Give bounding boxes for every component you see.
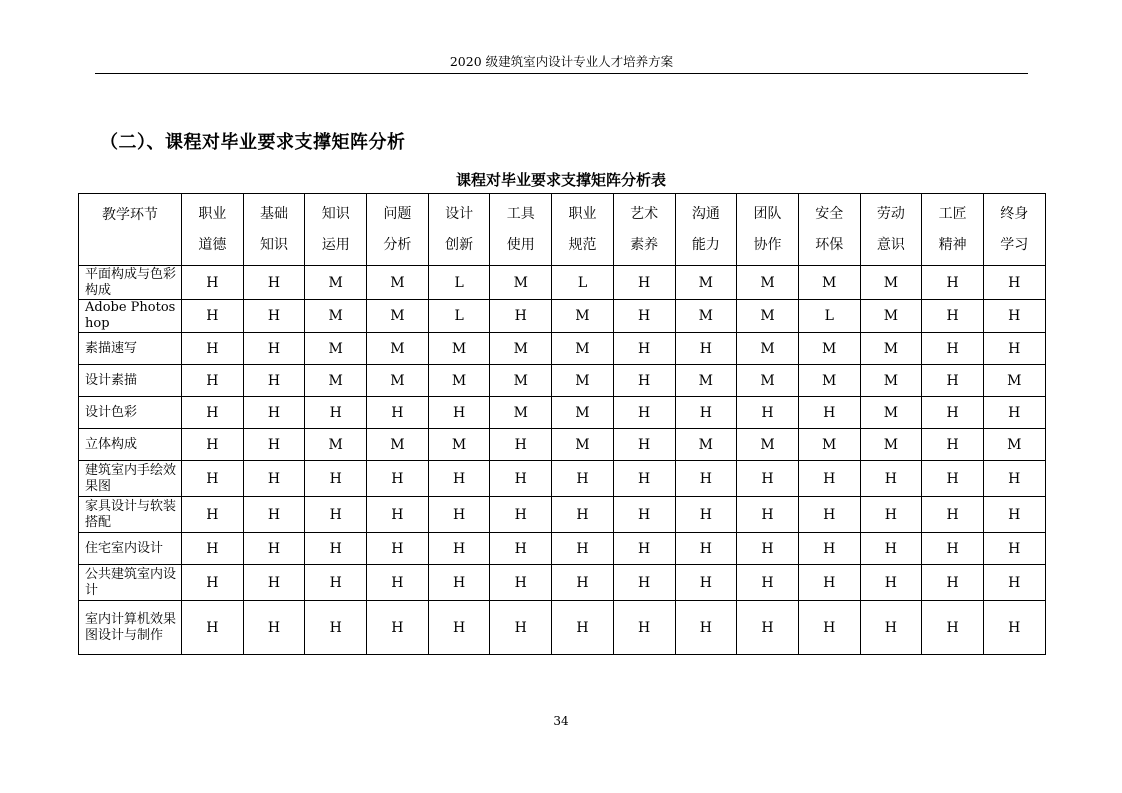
column-header-line: 能力 <box>691 236 720 253</box>
support-level-cell: H <box>367 533 429 565</box>
support-level-cell: H <box>798 533 860 565</box>
support-level-cell: H <box>243 266 305 300</box>
support-level-cell: H <box>922 266 984 300</box>
support-level-cell: H <box>490 533 552 565</box>
support-level-cell: H <box>613 365 675 397</box>
column-header-line: 素养 <box>630 236 659 253</box>
support-level-cell: M <box>860 300 922 333</box>
support-level-cell: M <box>675 300 737 333</box>
support-level-cell: H <box>983 266 1045 300</box>
table-row <box>79 565 1046 601</box>
support-level-cell: H <box>983 565 1045 601</box>
column-header <box>552 194 614 266</box>
support-level-cell: H <box>552 461 614 497</box>
corner-header: 教学环节 <box>79 194 182 266</box>
support-level-cell: H <box>367 461 429 497</box>
support-level-cell: H <box>613 497 675 533</box>
support-level-cell: M <box>737 429 799 461</box>
support-level-cell: M <box>983 365 1045 397</box>
support-level-cell: H <box>737 533 799 565</box>
support-level-cell: H <box>552 601 614 655</box>
support-level-cell: M <box>552 300 614 333</box>
support-level-cell: H <box>798 601 860 655</box>
support-level-cell: M <box>737 333 799 365</box>
support-level-cell: H <box>860 565 922 601</box>
support-level-cell: M <box>552 333 614 365</box>
column-header <box>983 194 1045 266</box>
support-level-cell: M <box>675 429 737 461</box>
support-level-cell: H <box>798 461 860 497</box>
support-level-cell: M <box>367 300 429 333</box>
support-level-cell: M <box>305 300 367 333</box>
support-level-cell: H <box>182 533 244 565</box>
support-level-cell: H <box>305 601 367 655</box>
support-level-cell: H <box>182 565 244 601</box>
section-heading: （二）、课程对毕业要求支撑矩阵分析 <box>100 132 406 153</box>
support-level-cell: M <box>305 266 367 300</box>
support-matrix-table <box>78 193 1046 655</box>
support-level-cell: H <box>305 565 367 601</box>
support-level-cell: M <box>428 365 490 397</box>
support-level-cell: H <box>182 397 244 429</box>
course-name-cell: 建筑室内手绘效果图 <box>79 461 182 497</box>
support-level-cell: H <box>243 565 305 601</box>
support-level-cell: H <box>243 429 305 461</box>
support-level-cell: H <box>367 397 429 429</box>
page-number: 34 <box>553 714 569 728</box>
course-name-cell: 家具设计与软装搭配 <box>79 497 182 533</box>
column-header <box>243 194 305 266</box>
support-level-cell: H <box>613 533 675 565</box>
support-level-cell: M <box>367 365 429 397</box>
support-level-cell: H <box>922 533 984 565</box>
column-header <box>737 194 799 266</box>
support-level-cell: H <box>860 497 922 533</box>
table-row <box>79 429 1046 461</box>
column-header-line: 环保 <box>815 236 844 253</box>
support-level-cell: M <box>552 397 614 429</box>
support-level-cell: H <box>798 397 860 429</box>
column-header-line: 精神 <box>938 236 967 253</box>
support-level-cell: H <box>675 397 737 429</box>
support-level-cell: H <box>243 533 305 565</box>
support-level-cell: H <box>243 397 305 429</box>
support-level-cell: H <box>305 533 367 565</box>
support-level-cell: H <box>182 429 244 461</box>
support-level-cell: H <box>613 429 675 461</box>
support-level-cell: H <box>428 601 490 655</box>
support-level-cell: M <box>305 429 367 461</box>
support-level-cell: H <box>182 601 244 655</box>
support-level-cell: H <box>860 533 922 565</box>
course-name-cell: 立体构成 <box>79 429 182 461</box>
support-level-cell: M <box>798 333 860 365</box>
support-level-cell: M <box>490 266 552 300</box>
support-level-cell: H <box>983 497 1045 533</box>
table-row <box>79 397 1046 429</box>
support-level-cell: M <box>305 333 367 365</box>
support-level-cell: H <box>367 497 429 533</box>
support-level-cell: H <box>922 333 984 365</box>
support-level-cell: L <box>798 300 860 333</box>
support-level-cell: H <box>922 601 984 655</box>
support-level-cell: H <box>675 601 737 655</box>
support-level-cell: H <box>983 300 1045 333</box>
column-header <box>798 194 860 266</box>
support-level-cell: M <box>675 365 737 397</box>
support-level-cell: M <box>737 300 799 333</box>
column-header-line: 规范 <box>568 236 597 253</box>
support-level-cell: H <box>305 497 367 533</box>
table-row <box>79 461 1046 497</box>
column-header-line: 使用 <box>506 236 535 253</box>
support-level-cell: H <box>182 365 244 397</box>
course-name-cell: 室内计算机效果图设计与制作 <box>79 601 182 655</box>
course-name-cell: 平面构成与色彩构成 <box>79 266 182 300</box>
course-name-cell: 公共建筑室内设计 <box>79 565 182 601</box>
support-level-cell: H <box>428 533 490 565</box>
column-header-line: 团队 <box>753 205 782 222</box>
support-level-cell: M <box>367 429 429 461</box>
support-level-cell: H <box>490 461 552 497</box>
support-level-cell: M <box>490 397 552 429</box>
support-level-cell: L <box>552 266 614 300</box>
support-level-cell: H <box>490 565 552 601</box>
column-header-line: 基础 <box>260 205 289 222</box>
support-level-cell: M <box>860 397 922 429</box>
support-level-cell: H <box>737 497 799 533</box>
support-level-cell: M <box>860 429 922 461</box>
support-level-cell: M <box>737 266 799 300</box>
support-level-cell: H <box>182 266 244 300</box>
column-header-line: 分析 <box>383 236 412 253</box>
support-level-cell: M <box>860 266 922 300</box>
column-header-line: 工具 <box>506 205 535 222</box>
support-level-cell: H <box>983 533 1045 565</box>
table-row <box>79 601 1046 655</box>
support-level-cell: H <box>922 461 984 497</box>
support-level-cell: H <box>922 365 984 397</box>
support-level-cell: M <box>367 333 429 365</box>
support-level-cell: M <box>983 429 1045 461</box>
column-header-line: 终身 <box>1000 205 1029 222</box>
support-level-cell: H <box>798 497 860 533</box>
support-level-cell: M <box>552 365 614 397</box>
support-level-cell: M <box>490 333 552 365</box>
support-level-cell: M <box>305 365 367 397</box>
column-header <box>675 194 737 266</box>
support-level-cell: H <box>243 601 305 655</box>
table-row <box>79 266 1046 300</box>
support-level-cell: H <box>737 601 799 655</box>
support-level-cell: H <box>983 333 1045 365</box>
support-level-cell: M <box>552 429 614 461</box>
column-header-line: 道德 <box>198 236 227 253</box>
support-level-cell: H <box>490 497 552 533</box>
support-level-cell: H <box>798 565 860 601</box>
support-level-cell: M <box>860 365 922 397</box>
support-level-cell: H <box>613 333 675 365</box>
support-level-cell: H <box>552 497 614 533</box>
support-level-cell: H <box>860 601 922 655</box>
support-level-cell: H <box>243 461 305 497</box>
column-header <box>490 194 552 266</box>
header-row <box>79 194 1046 266</box>
support-level-cell: H <box>737 565 799 601</box>
course-name-cell: 素描速写 <box>79 333 182 365</box>
support-level-cell: H <box>675 461 737 497</box>
course-name-cell: 设计色彩 <box>79 397 182 429</box>
support-level-cell: H <box>922 565 984 601</box>
support-level-cell: H <box>983 397 1045 429</box>
column-header-line: 创新 <box>445 236 474 253</box>
support-level-cell: H <box>613 266 675 300</box>
support-level-cell: M <box>798 266 860 300</box>
support-level-cell: H <box>675 333 737 365</box>
support-level-cell: H <box>613 300 675 333</box>
support-level-cell: H <box>860 461 922 497</box>
support-level-cell: H <box>737 397 799 429</box>
support-level-cell: M <box>798 429 860 461</box>
support-level-cell: H <box>613 565 675 601</box>
support-level-cell: H <box>613 461 675 497</box>
column-header-line: 问题 <box>383 205 412 222</box>
column-header <box>305 194 367 266</box>
course-name-cell: 住宅室内设计 <box>79 533 182 565</box>
support-level-cell: H <box>305 397 367 429</box>
support-level-cell: H <box>552 533 614 565</box>
column-header-line: 安全 <box>815 205 844 222</box>
support-level-cell: H <box>243 300 305 333</box>
support-level-cell: H <box>182 461 244 497</box>
table-row <box>79 300 1046 333</box>
support-level-cell: M <box>490 365 552 397</box>
column-header-line: 艺术 <box>630 205 659 222</box>
support-level-cell: H <box>922 497 984 533</box>
column-header <box>922 194 984 266</box>
header-divider <box>95 73 1028 74</box>
column-header <box>182 194 244 266</box>
support-level-cell: H <box>675 497 737 533</box>
support-level-cell: H <box>675 533 737 565</box>
support-level-cell: H <box>983 601 1045 655</box>
support-level-cell: H <box>613 601 675 655</box>
support-level-cell: H <box>922 429 984 461</box>
support-level-cell: H <box>305 461 367 497</box>
column-header-line: 意识 <box>876 236 905 253</box>
support-level-cell: H <box>428 497 490 533</box>
support-level-cell: M <box>428 429 490 461</box>
support-level-cell: M <box>737 365 799 397</box>
support-level-cell: M <box>798 365 860 397</box>
support-level-cell: H <box>182 300 244 333</box>
column-header-line: 职业 <box>198 205 227 222</box>
column-header-line: 运用 <box>321 236 350 253</box>
column-header <box>613 194 675 266</box>
support-level-cell: H <box>490 429 552 461</box>
support-level-cell: H <box>922 300 984 333</box>
support-level-cell: H <box>367 565 429 601</box>
support-level-cell: H <box>182 497 244 533</box>
support-level-cell: M <box>428 333 490 365</box>
support-level-cell: H <box>243 333 305 365</box>
table-row <box>79 497 1046 533</box>
support-level-cell: H <box>428 461 490 497</box>
support-level-cell: L <box>428 266 490 300</box>
column-header-line: 协作 <box>753 236 782 253</box>
table-row <box>79 333 1046 365</box>
support-level-cell: H <box>182 333 244 365</box>
support-level-cell: H <box>243 365 305 397</box>
table-caption: 课程对毕业要求支撑矩阵分析表 <box>455 171 666 189</box>
column-header-line: 知识 <box>321 205 350 222</box>
support-level-cell: H <box>613 397 675 429</box>
course-name-cell: 设计素描 <box>79 365 182 397</box>
support-level-cell: H <box>428 397 490 429</box>
support-level-cell: H <box>922 397 984 429</box>
column-header <box>860 194 922 266</box>
support-level-cell: M <box>860 333 922 365</box>
column-header-line: 工匠 <box>938 205 967 222</box>
support-level-cell: H <box>552 565 614 601</box>
column-header-line: 职业 <box>568 205 597 222</box>
support-level-cell: M <box>367 266 429 300</box>
support-level-cell: H <box>490 300 552 333</box>
column-header <box>367 194 429 266</box>
column-header-line: 沟通 <box>691 205 720 222</box>
column-header-line: 知识 <box>260 236 289 253</box>
support-level-cell: H <box>737 461 799 497</box>
support-level-cell: H <box>243 497 305 533</box>
support-level-cell: M <box>675 266 737 300</box>
column-header-line: 劳动 <box>876 205 905 222</box>
column-header-line: 学习 <box>1000 236 1029 253</box>
support-level-cell: H <box>675 565 737 601</box>
table-row <box>79 533 1046 565</box>
support-level-cell: H <box>428 565 490 601</box>
column-header-line: 设计 <box>445 205 474 222</box>
support-level-cell: H <box>983 461 1045 497</box>
support-level-cell: H <box>490 601 552 655</box>
support-level-cell: H <box>367 601 429 655</box>
table-row <box>79 365 1046 397</box>
page-header: 2020 级建筑室内设计专业人才培养方案 <box>449 54 674 69</box>
column-header <box>428 194 490 266</box>
course-name-cell: Adobe Photoshop <box>79 300 182 333</box>
support-level-cell: L <box>428 300 490 333</box>
